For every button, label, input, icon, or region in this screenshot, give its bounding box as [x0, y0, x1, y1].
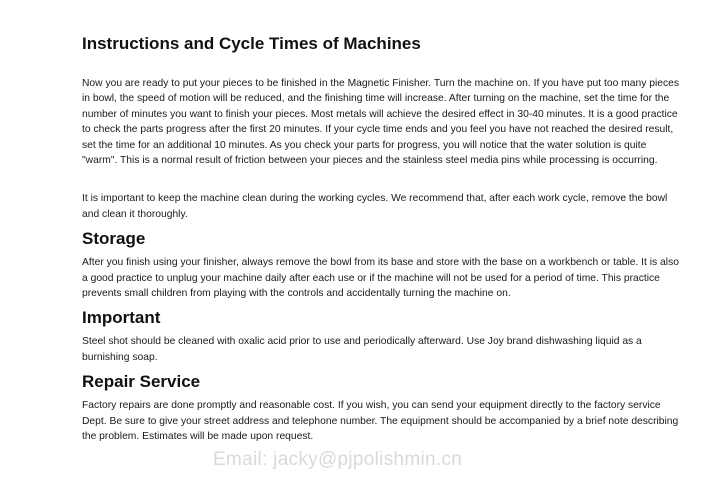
repair-service-paragraph: Factory repairs are done promptly and reasonable cost. If you wish, you can send your equipment directly to the factory service Dept. Be sure to give your street address and telephone number. The equipment should be accompanied by a brief note describing the problem. Estimates will be made upon request.: [82, 400, 679, 443]
document-title: Instructions and Cycle Times of Machines: [82, 34, 421, 53]
storage-paragraph: After you finish using your finisher, always remove the bowl from its base and store with the base on a workbench or table. It is also a good practice to unplug your machine daily after each use or if the machine will not be used for a period of time. This practice prevents small children from playing with the controls and accidentally turning the machine on.: [82, 257, 679, 300]
repair-service-heading: Repair Service: [82, 372, 201, 392]
intro-paragraph: Now you are ready to put your pieces to be finished in the Magnetic Finisher. Turn the machine on. If you have put too many pieces in bowl, the speed of motion will be reduced, and the finishing time will increase. After turning on the machine, set the time for the number of minutes you want to finish your pieces. Most metals will achieve the desired effect in 30-40 minutes. It is a good practice to check the parts progress after the first 20 minutes. If your cycle time ends and you feel you have not reached the desired result, set the time for an additional 10 minutes. As you check your parts for progress, you will notice that the water solution is quite "warm". This is a normal result of friction between your pieces and the stainless steel media pins while processing is occurring.: [82, 78, 679, 167]
storage-heading: Storage: [82, 229, 146, 249]
email-watermark: Email: jacky@pjpolishmin.cn: [213, 449, 463, 470]
important-heading: Important: [82, 308, 161, 328]
document-body: [82, 33, 682, 445]
important-paragraph: Steel shot should be cleaned with oxalic acid prior to use and periodically afterward. Use Joy brand dishwashing liquid as a burnishing soap.: [82, 336, 642, 363]
cleaning-paragraph: It is important to keep the machine clean during the working cycles. We recommend that, after each work cycle, remove the bowl and clean it thoroughly.: [82, 193, 668, 220]
